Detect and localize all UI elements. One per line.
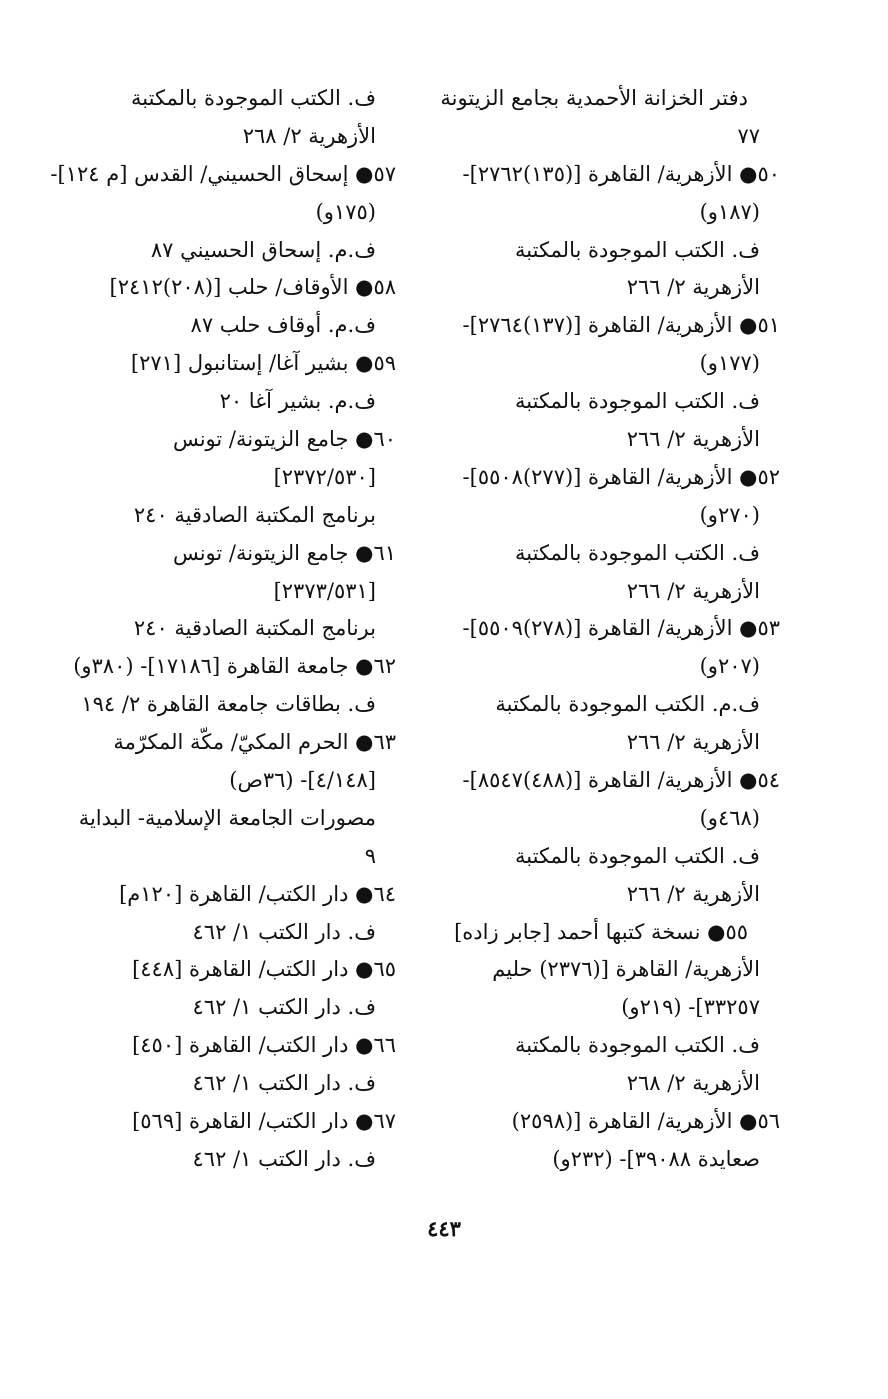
text-line: ف. الكتب الموجودة بالمكتبة <box>131 86 376 110</box>
text-line: ف.م. الكتب الموجودة بالمكتبة <box>495 692 760 717</box>
text-line: ف. دار الكتب ١/ ٤٦٢ <box>192 1146 376 1171</box>
text-line: ٦٢● جامعة القاهرة [١٧١٨٦]- (٣٨٠و) <box>73 654 396 679</box>
text-line: ف.م. أوقاف حلب ٨٧ <box>190 313 376 338</box>
text-line: ف. الكتب الموجودة بالمكتبة <box>515 843 760 868</box>
text-line: الأزهرية ٢/ ٢٦٦ <box>626 578 760 603</box>
text-line: ٥٨● الأوقاف/ حلب [(٢٠٨)٢٤١٢] <box>109 275 396 300</box>
text-line: ٥٩● بشير آغا/ إستانبول [٢٧١] <box>130 351 396 376</box>
text-line: ف. الكتب الموجودة بالمكتبة <box>515 540 760 565</box>
text-line: صعايدة ٣٩٠٨٨]- (٢٣٢و) <box>552 1146 760 1171</box>
right-column <box>440 80 780 1179</box>
text-line: (١٧٧و) <box>699 351 760 376</box>
text-line: برنامج المكتبة الصادقية ٢٤٠ <box>133 502 376 527</box>
text-line: (٢٧٠و) <box>699 502 760 527</box>
text-line: [٢٣٧٢/٥٣٠] <box>273 464 376 489</box>
text-line: ف. الكتب الموجودة بالمكتبة <box>515 237 760 262</box>
text-line: [٢٣٧٣/٥٣١] <box>273 578 376 603</box>
page-number: ٤٤٣ <box>427 1216 461 1241</box>
text-line: ف.م. إسحاق الحسيني ٨٧ <box>150 237 376 262</box>
text-line: (٤٦٨و) <box>699 805 760 830</box>
text-line: ٣٣٢٥٧]- (٢١٩و) <box>621 995 760 1020</box>
text-line: الأزهرية ٢/ ٢٦٦ <box>626 730 760 755</box>
text-line: ف. الكتب الموجودة بالمكتبة <box>515 1033 760 1058</box>
text-line: ٦٧● دار الكتب/ القاهرة [٥٦٩] <box>132 1109 396 1134</box>
text-line: الأزهرية ٢/ ٢٦٨ <box>626 1071 760 1096</box>
text-line: الأزهرية ٢/ ٢٦٦ <box>626 427 760 452</box>
text-line: ٥٤● الأزهرية/ القاهرة [(٤٨٨)٨٥٤٧]- <box>462 768 780 793</box>
text-line: مصورات الجامعة الإسلامية- البداية <box>78 805 376 830</box>
text-line: الأزهرية ٢/ ٢٦٦ <box>626 275 760 300</box>
text-line: (١٨٧و) <box>699 199 760 224</box>
text-line: ٩ <box>364 843 376 868</box>
text-line: ف.م. بشير آغا ٢٠ <box>219 389 376 414</box>
text-line: ٥٢● الأزهرية/ القاهرة [(٢٧٧)٥٥٠٨]- <box>462 464 780 489</box>
text-line: برنامج المكتبة الصادقية ٢٤٠ <box>133 616 376 641</box>
text-line: الأزهرية ٢/ ٢٦٦ <box>626 881 760 906</box>
text-line: الأزهرية/ القاهرة [(٢٣٧٦) حليم <box>492 957 760 982</box>
text-line: ٦٥● دار الكتب/ القاهرة [٤٤٨] <box>132 957 396 982</box>
text-line: ٦١● جامع الزيتونة/ تونس <box>172 540 396 565</box>
text-line: ٦٠● جامع الزيتونة/ تونس <box>172 427 396 452</box>
text-line: ٥٦● الأزهرية/ القاهرة [(٢٥٩٨) <box>511 1109 780 1134</box>
text-line: ف. دار الكتب ١/ ٤٦٢ <box>192 1071 376 1096</box>
text-line: ٦٤● دار الكتب/ القاهرة [١٢٠م] <box>119 881 396 906</box>
text-line: ٦٦● دار الكتب/ القاهرة [٤٥٠] <box>132 1033 396 1058</box>
text-line: (٢٠٧و) <box>699 654 760 679</box>
text-line: ٥٣● الأزهرية/ القاهرة [(٢٧٨)٥٥٠٩]- <box>462 616 780 641</box>
text-line: ٥٧● إسحاق الحسيني/ القدس [م ١٢٤]- <box>50 161 396 186</box>
text-line: ف. دار الكتب ١/ ٤٦٢ <box>192 995 376 1020</box>
text-line: ٥٠● الأزهرية/ القاهرة [(١٣٥)٢٧٦٢]- <box>462 161 780 186</box>
text-line: دفتر الخزانة الأحمدية بجامع الزيتونة <box>440 86 748 110</box>
text-line: ف. بطاقات جامعة القاهرة ٢/ ١٩٤ <box>81 692 376 717</box>
text-line: ٥٥● نسخة كتبها أحمد [جابر زاده] <box>454 919 748 944</box>
text-line: ٥١● الأزهرية/ القاهرة [(١٣٧)٢٧٦٤]- <box>462 313 780 338</box>
text-line: ٦٣● الحرم المكيّ/ مكّة المكرّمة <box>113 730 396 755</box>
text-line: الأزهرية ٢/ ٢٦٨ <box>242 123 376 148</box>
text-line: [٤/١٤٨]- (٣٦ص) <box>229 768 376 793</box>
text-line: ف. الكتب الموجودة بالمكتبة <box>515 389 760 414</box>
text-line: ف. دار الكتب ١/ ٤٦٢ <box>192 919 376 944</box>
text-line: (١٧٥و) <box>315 199 376 224</box>
text-line: ٧٧ <box>737 123 760 148</box>
left-column <box>50 80 396 1179</box>
